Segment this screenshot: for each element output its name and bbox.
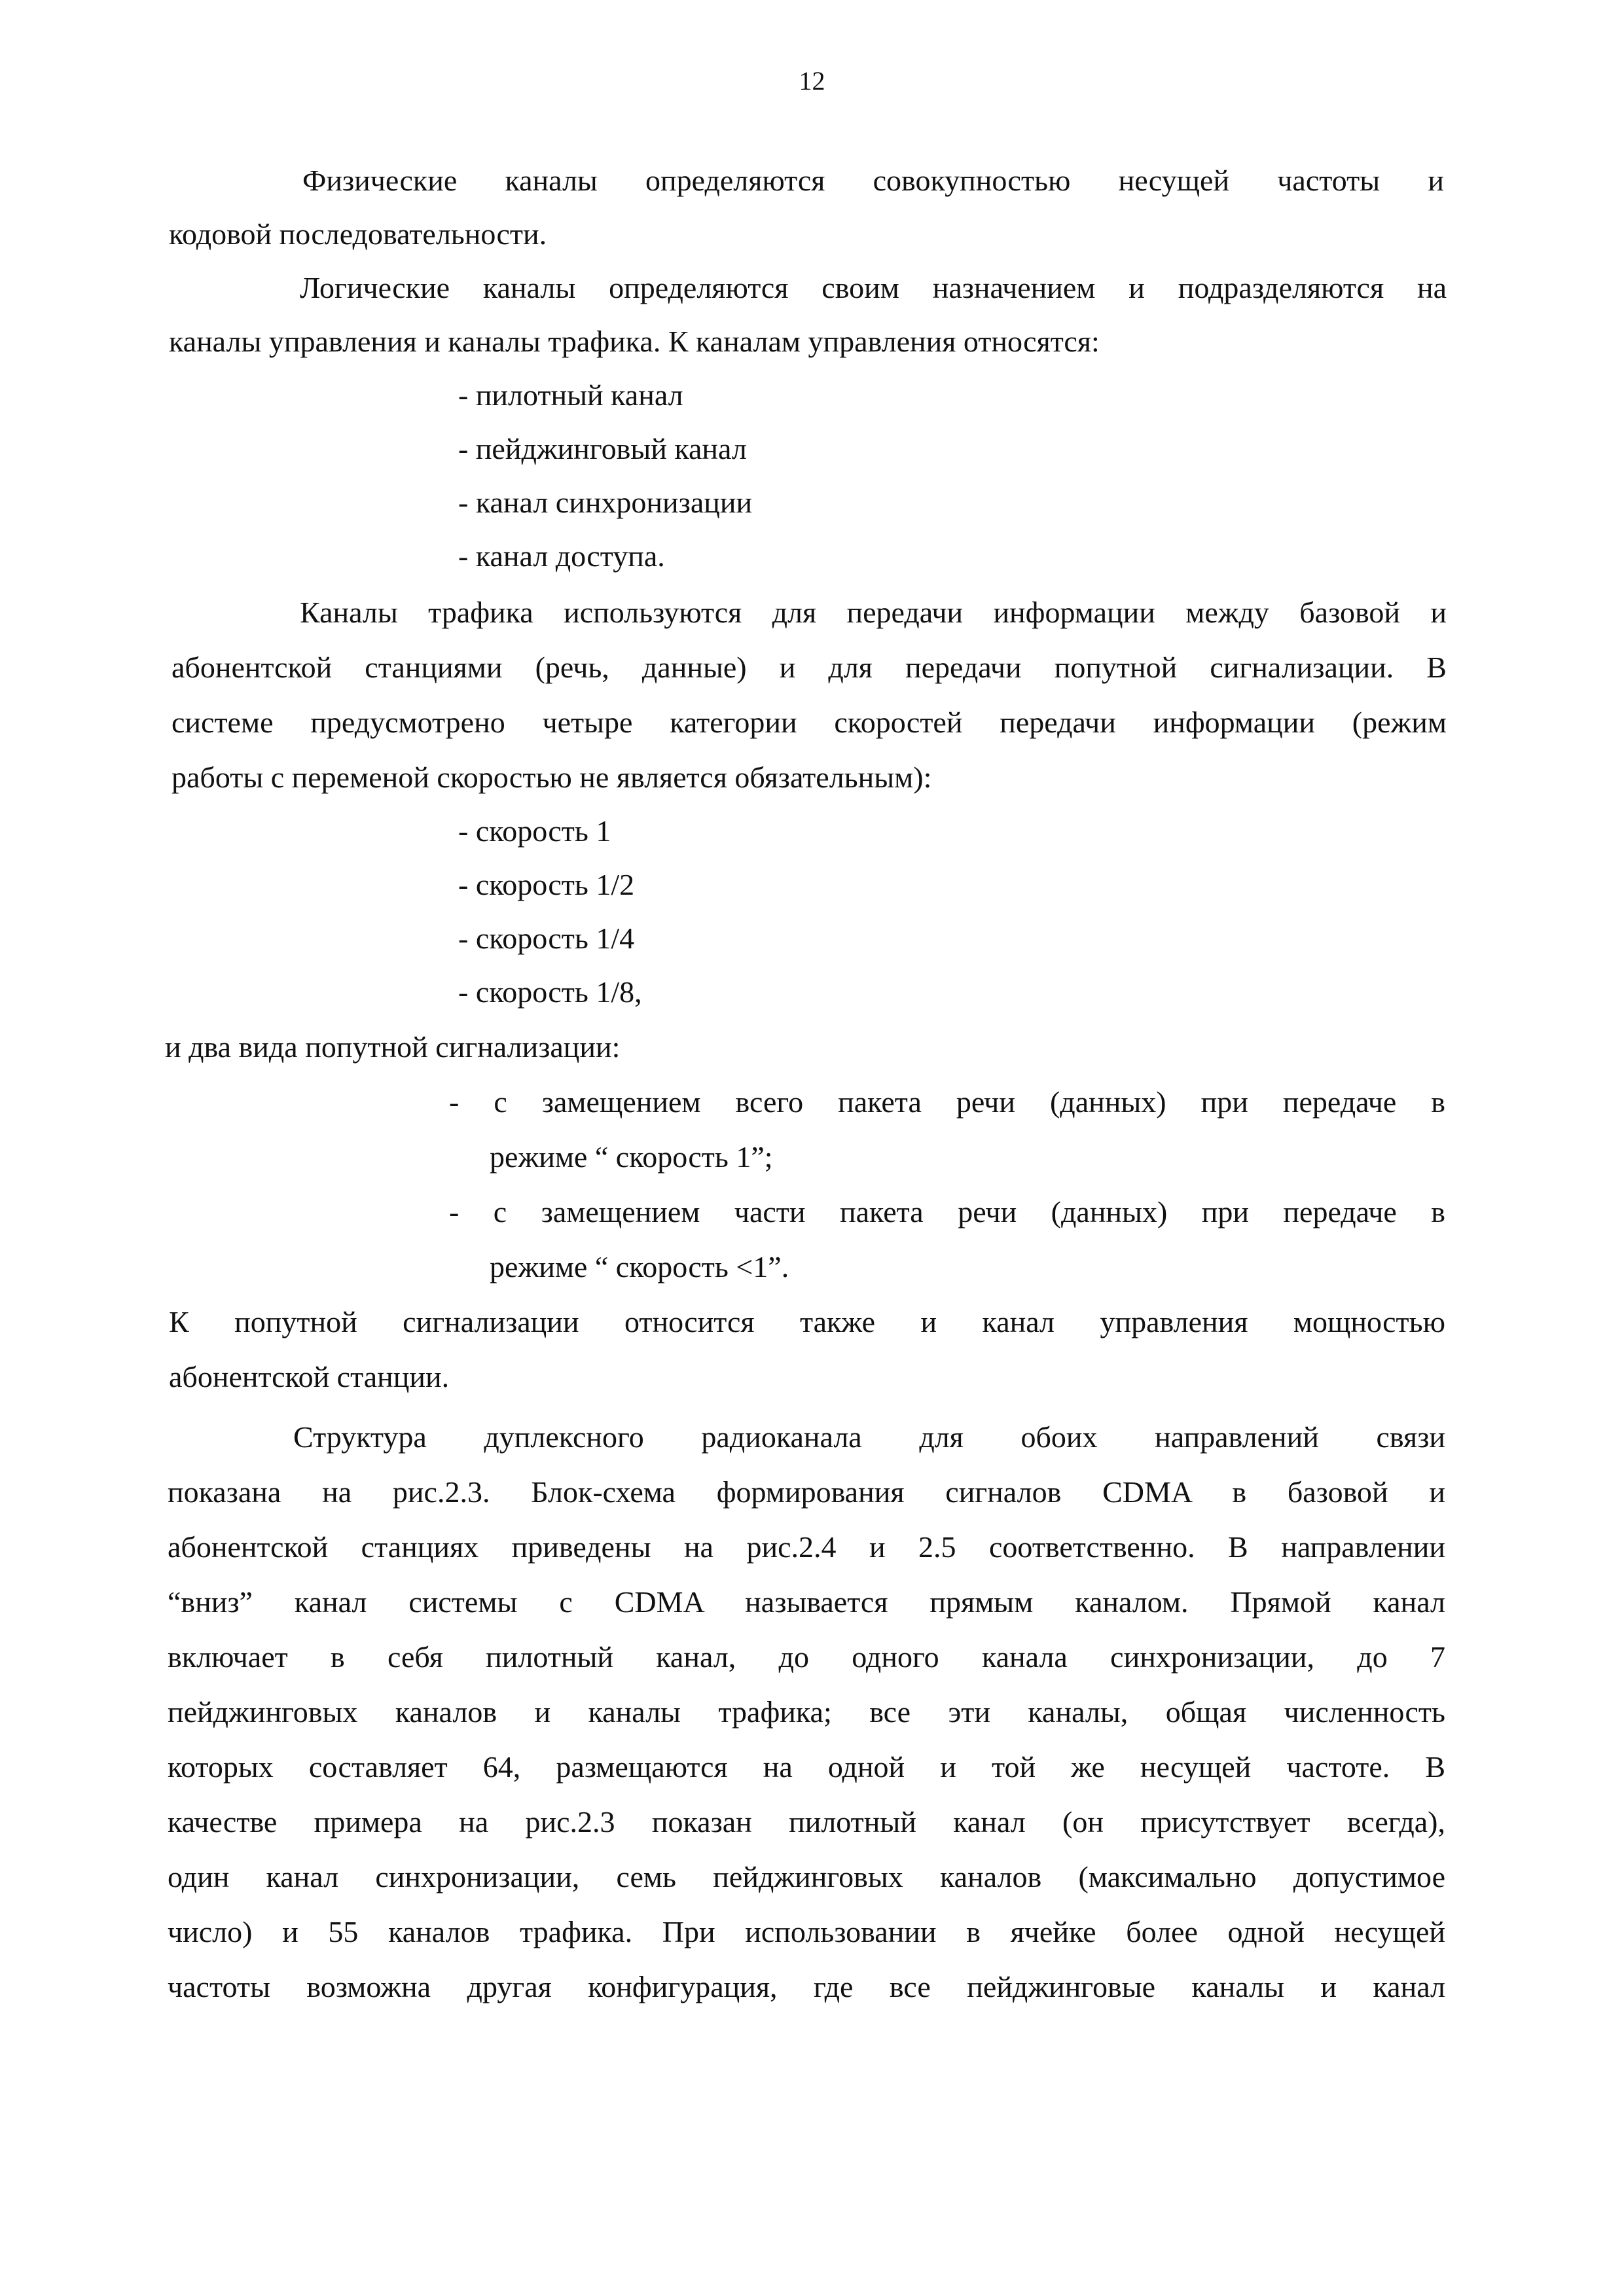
text-line: абонентской станции. [169, 1360, 450, 1393]
text-line: показана на рис.2.3. Блок-схема формирования сигналов CDMA в базовой и [168, 1475, 1445, 1509]
page-number: 12 [799, 66, 825, 96]
list-item: - канал синхронизации [458, 486, 753, 519]
list-item: - скорость 1/2 [458, 868, 635, 901]
text-line: включает в себя пилотный канал, до одного канала синхронизации, до 7 [168, 1640, 1445, 1674]
text-line: и два вида попутной сигнализации: [165, 1030, 621, 1064]
text-line: пейджинговых каналов и каналы трафика; все эти каналы, общая численность [168, 1695, 1445, 1729]
list-item: - с замещением всего пакета речи (данных) при передаче в [449, 1085, 1445, 1119]
text-line: число) и 55 каналов трафика. При использовании в ячейке более одной несущей [168, 1915, 1445, 1948]
text-line: К попутной сигнализации относится также и канал управления мощностью [169, 1305, 1445, 1338]
list-item: - пейджинговый канал [458, 432, 747, 465]
text-line: работы с переменой скоростью не является обязательным): [171, 761, 932, 794]
text-line: абонентской станциями (речь, данные) и для передачи попутной сигнализации. В [171, 651, 1447, 684]
text-line: абонентской станциях приведены на рис.2.4 и 2.5 соответственно. В направлении [168, 1530, 1445, 1564]
text-line: “вниз” канал системы с CDMA называется прямым каналом. Прямой канал [168, 1585, 1445, 1619]
list-item: - скорость 1 [458, 814, 611, 848]
text-line: Структура дуплексного радиоканала для обоих направлений связи [293, 1420, 1445, 1454]
text-line: каналы управления и каналы трафика. К каналам управления относятся: [169, 325, 1100, 358]
text-line: Каналы трафика используются для передачи информации между базовой и [300, 596, 1447, 629]
text-line: один канал синхронизации, семь пейджинговых каналов (максимально допустимое [168, 1860, 1445, 1893]
list-item-continuation: режиме “ скорость <1”. [490, 1250, 789, 1283]
list-item-continuation: режиме “ скорость 1”; [490, 1140, 773, 1174]
text-line: Логические каналы определяются своим назначением и подразделяются на [300, 271, 1447, 304]
text-line: системе предусмотрено четыре категории скоростей передачи информации (режим [171, 706, 1447, 739]
list-item: - с замещением части пакета речи (данных) при передаче в [449, 1195, 1445, 1229]
text-line: частоты возможна другая конфигурация, где все пейджинговые каналы и канал [168, 1970, 1445, 2003]
text-line: качестве примера на рис.2.3 показан пилотный канал (он присутствует всегда), [168, 1805, 1445, 1839]
list-item: - канал доступа. [458, 539, 665, 573]
text-line: которых составляет 64, размещаются на одной и той же несущей частоте. В [168, 1750, 1445, 1784]
list-item: - скорость 1/8, [458, 975, 642, 1009]
list-item: - скорость 1/4 [458, 922, 635, 955]
text-line: Физические каналы определяются совокупностью несущей частоты и [302, 164, 1444, 197]
text-line: кодовой последовательности. [169, 217, 547, 251]
list-item: - пилотный канал [458, 378, 683, 412]
